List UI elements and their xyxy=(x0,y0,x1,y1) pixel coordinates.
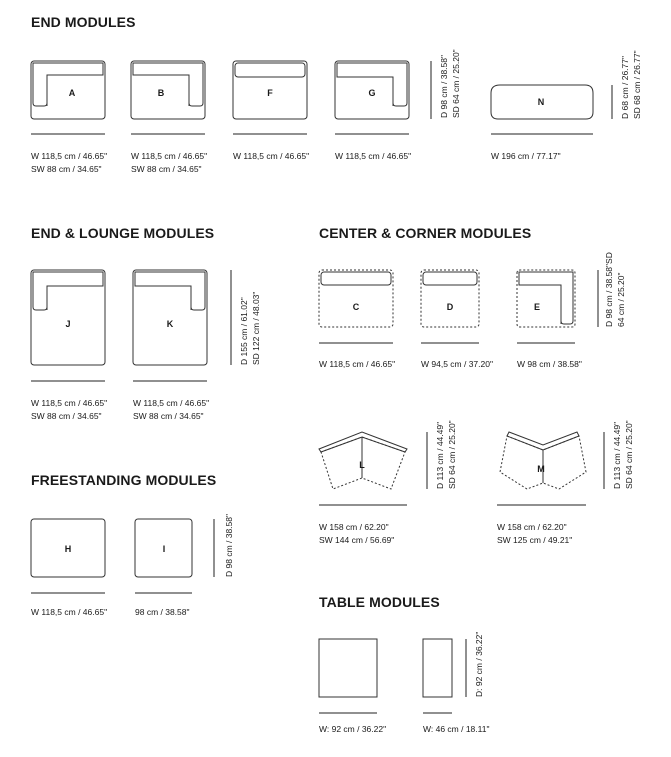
module-b-outline xyxy=(131,61,205,119)
dim-i-w: 98 cm / 38.58" xyxy=(135,607,190,617)
dim-a-sw: SW 88 cm / 34.65" xyxy=(31,164,102,174)
module-c-letter: C xyxy=(352,302,360,312)
dim-table-w2: W: 46 cm / 18.11" xyxy=(423,724,490,734)
vdim-center-d: D 98 cm / 38.58"SD xyxy=(604,252,614,327)
heading-center-corner-modules: CENTER & CORNER MODULES xyxy=(319,225,532,241)
vdim-lounge-sd: SD 122 cm / 48.03" xyxy=(251,291,261,365)
module-a-outline xyxy=(31,61,105,119)
dim-l-w: W 158 cm / 62.20" xyxy=(319,522,389,532)
dim-e-w: W 98 cm / 38.58" xyxy=(517,359,582,369)
vdim-end-d: D 98 cm / 38.58" xyxy=(439,54,449,118)
vdim-n-d: D 68 cm / 26.77" xyxy=(620,55,630,119)
dim-a-w: W 118,5 cm / 46.65" xyxy=(31,151,108,161)
module-m-outline xyxy=(500,432,586,489)
dim-l-sw: SW 144 cm / 56.69" xyxy=(319,535,395,545)
module-b-letter: B xyxy=(157,88,165,98)
module-f-outline xyxy=(233,61,307,119)
dim-n-w: W 196 cm / 77.17" xyxy=(491,151,561,161)
heading-end-modules: END MODULES xyxy=(31,14,136,30)
heading-table-modules: TABLE MODULES xyxy=(319,594,440,610)
module-g-letter: G xyxy=(368,88,376,98)
dim-c-w: W 118,5 cm / 46.65" xyxy=(319,359,396,369)
module-n-letter: N xyxy=(537,97,545,107)
dim-k-w: W 118,5 cm / 46.65" xyxy=(133,398,210,408)
vdim-l-sd: SD 64 cm / 25.20" xyxy=(447,420,457,489)
dim-l xyxy=(319,521,394,547)
module-l-letter: L xyxy=(359,460,365,470)
dim-b-sw: SW 88 cm / 34.65" xyxy=(131,164,202,174)
vdim-n-sd: SD 68 cm / 26.77" xyxy=(632,50,642,119)
heading-end-lounge-modules: END & LOUNGE MODULES xyxy=(31,225,215,241)
module-i-outline xyxy=(135,519,192,577)
dim-f-w: W 118,5 cm / 46.65" xyxy=(233,151,310,161)
module-h-letter: H xyxy=(64,544,72,554)
module-k-outline xyxy=(133,270,207,365)
dim-m-sw: SW 125 cm / 49.21" xyxy=(497,535,573,545)
module-d-letter: D xyxy=(446,302,454,312)
module-e-outline xyxy=(517,270,575,327)
table-module-narrow xyxy=(423,639,452,697)
module-c-outline xyxy=(319,270,393,327)
dim-j-sw: SW 88 cm / 34.65" xyxy=(31,411,102,421)
vdim-m-sd: SD 64 cm / 25.20" xyxy=(624,420,634,489)
module-j-letter: J xyxy=(65,319,71,329)
vdim-center-sd: 64 cm / 25.20" xyxy=(616,272,626,327)
dim-m xyxy=(497,521,572,547)
dim-d-w: W 94,5 cm / 37.20" xyxy=(421,359,493,369)
module-l-outline xyxy=(319,432,407,489)
dim-k xyxy=(133,397,209,423)
dim-j xyxy=(31,397,107,423)
module-d-outline xyxy=(421,270,479,327)
table-module-square xyxy=(319,639,377,697)
vdim-m-d: D 113 cm / 44.49" xyxy=(612,421,622,489)
vdim-table-d: D: 92 cm / 36.22" xyxy=(474,631,484,697)
vdim-l-d: D 113 cm / 44.49" xyxy=(435,421,445,489)
module-g-outline xyxy=(335,61,409,119)
dim-a xyxy=(31,150,107,176)
heading-freestanding-modules: FREESTANDING MODULES xyxy=(31,472,217,488)
module-a-letter: A xyxy=(68,88,76,98)
module-e-letter: E xyxy=(533,302,541,312)
vdim-end-sd: SD 64 cm / 25.20" xyxy=(451,49,461,118)
module-f-letter: F xyxy=(267,88,273,98)
dim-h-w: W 118,5 cm / 46.65" xyxy=(31,607,108,617)
module-h-outline xyxy=(31,519,105,577)
module-j-outline xyxy=(31,270,105,365)
vdim-free-d: D 98 cm / 38.58" xyxy=(224,513,234,577)
dim-m-w: W 158 cm / 62.20" xyxy=(497,522,567,532)
dim-b-w: W 118,5 cm / 46.65" xyxy=(131,151,208,161)
dim-table-w1: W: 92 cm / 36.22" xyxy=(319,724,387,734)
module-n-outline xyxy=(491,85,593,119)
vdim-lounge-d: D 155 cm / 61.02" xyxy=(239,297,249,365)
module-i-letter: I xyxy=(162,544,166,554)
dim-b xyxy=(131,150,207,176)
dim-j-w: W 118,5 cm / 46.65" xyxy=(31,398,108,408)
dim-g-w: W 118,5 cm / 46.65" xyxy=(335,151,412,161)
module-m-letter: M xyxy=(537,464,545,474)
module-k-letter: K xyxy=(166,319,174,329)
dim-k-sw: SW 88 cm / 34.65" xyxy=(133,411,204,421)
